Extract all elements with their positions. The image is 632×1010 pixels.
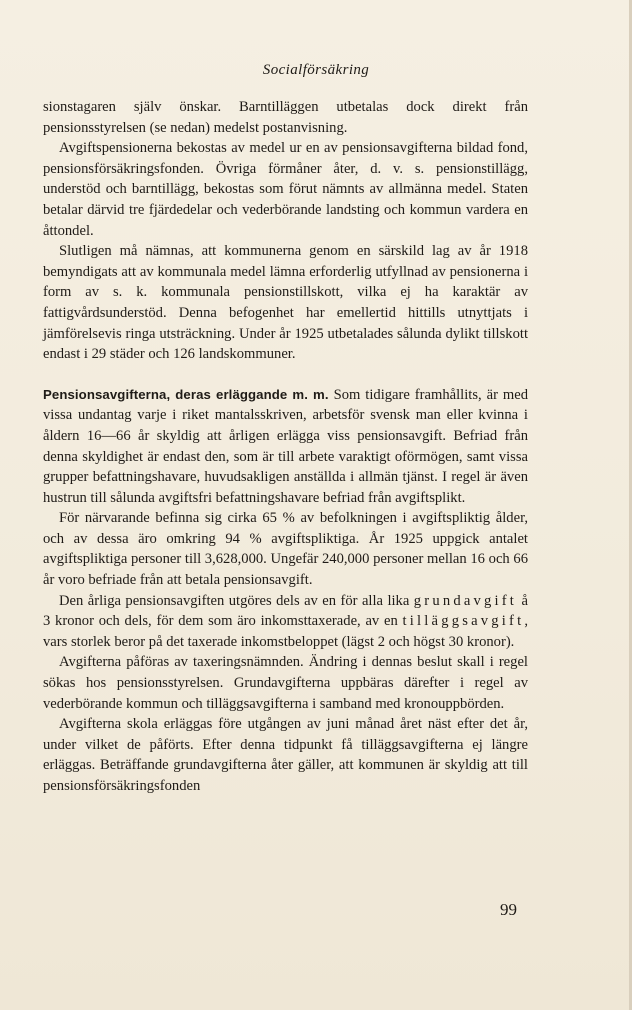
section-heading: Pensionsavgifterna, deras erläggande m. m. — [43, 386, 329, 402]
running-head: Socialförsäkring — [262, 62, 370, 78]
section-paragraph — [43, 385, 528, 509]
paragraph: Slutligen må nämnas, att kommunerna genom en särskild lag av år 1918 bemyndigats att av kommunala medel lämna erforderlig utfyllnad av pensionerna i form av s. k. kommunala pensionstillskott, vilka ej ha karaktär av fattigvårdsunderstöd. Denna befogenhet har emellertid hittills utnyttjats i jämförelsevis ringa utsträckning. Under år 1925 utbetalades sålunda dylikt tillskott endast i 29 städer och 126 landskommuner. — [43, 243, 528, 363]
spaced-term: grundavgift — [413, 592, 518, 609]
paragraph: sionstagaren själv önskar. Barntilläggen utbetalas dock direkt från pensionsstyrelsen (se nedan) medelst postanvisning. — [43, 99, 528, 136]
paragraph: Avgifterna påföras av taxeringsnämnden. Ändring i dennas beslut skall i regel sökas hos pensionsstyrelsen. Grundavgifterna uppbäras därefter i regel av vederbörande kommun och tilläggsavgifterna i samband med kronouppbörden. — [43, 654, 528, 712]
section-gap — [43, 365, 528, 385]
paragraph: Avgiftspensionerna bekostas av medel ur en av pensionsavgifterna bildad fond, pensionsförsäkringsfonden. Övriga förmåner åter, d. v. s. pensionstillägg, understöd och barntillägg, bekostas som förut nämnts av allmänna medel. Staten betalar därvid tre fjärdedelar och vederbörande landsting och kommun vardera en åttondel. — [43, 140, 528, 239]
text-run: å 3 kronor och dels, för dem som äro inkomsttaxerade, av en — [43, 592, 528, 630]
paragraph: Avgifterna skola erläggas före utgången av juni månad året näst efter det år, under vilket de påförts. Efter denna tidpunkt få tilläggsavgifterna ej längre erläggas. Beträffande grundavgifterna åter gäller, att kommunen är skyldig att till pensionsförsäkringsfonden — [43, 716, 528, 794]
text-run: , vars storlek beror på det taxerade inkomstbeloppet (lägst 2 och högst 30 kronor). — [43, 613, 528, 650]
text-run: Den årliga pensionsavgiften utgöres dels av en för alla lika — [59, 592, 414, 609]
body-text — [43, 97, 528, 797]
section-lead-text: Som tidigare framhållits, är med vissa undantag varje i riket mantalsskriven, arbetsför svensk man eller kvinna i åldern 16—66 år skyldig att årligen erlägga viss pensionsavgift. Befriad från denna skyldighet är endast den, som är till arbete varaktigt oförmögen, samt vissa grupper befattningshavare, huvudsakligen anställda i allmän tjänst. I regel är även hustrun till sålunda avgiftsfri befattningshavare befriad från avgiftsplikt. — [43, 386, 528, 506]
paragraph — [43, 591, 528, 653]
page-number: 99 — [500, 900, 517, 919]
spaced-term: tilläggsavgift — [402, 613, 525, 630]
paragraph: För närvarande befinna sig cirka 65 % av befolkningen i avgiftspliktig ålder, och av dessa äro omkring 94 % avgiftspliktiga. År 1925 uppgick antalet avgiftspliktiga personer till 3,628,000. Ungefär 240,000 personer mellan 16 och 66 år voro befriade från att betala pensionsavgift. — [43, 510, 528, 589]
